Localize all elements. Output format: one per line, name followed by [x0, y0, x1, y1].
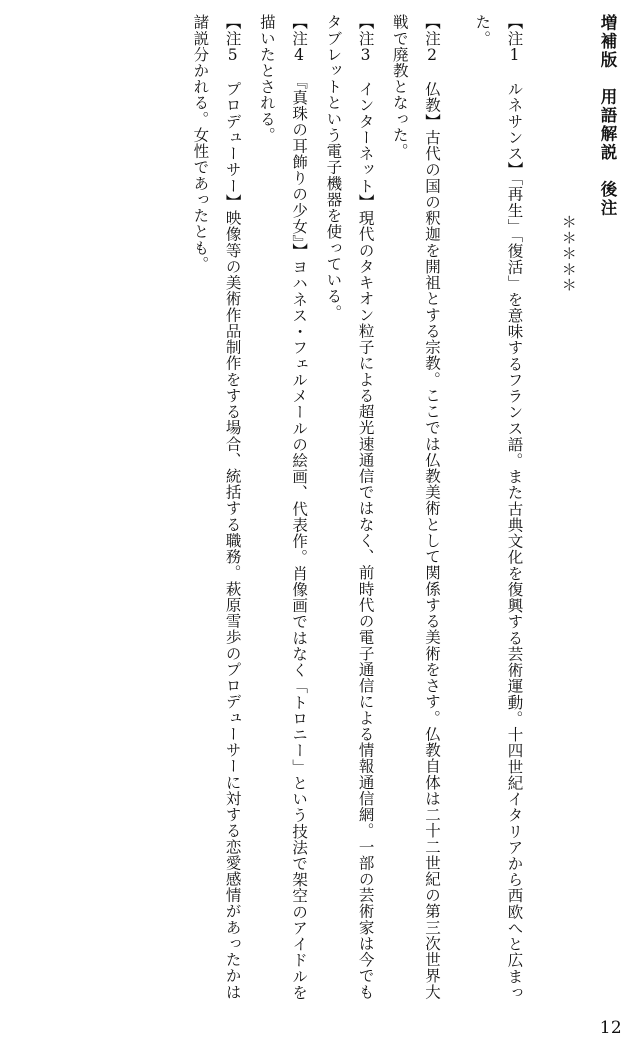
page-title: 増補版 用語解説 後注 [598, 14, 617, 218]
note-item: 【注2 仏教】古代の国の釈迦を開祖とする宗教。ここでは仏教美術として関係する美術をさす。仏教自体は二十二世紀の第三次世界大戦で廃教となった。 [390, 14, 442, 1000]
vertical-text-body [182, 14, 624, 1014]
section-separator: ＊＊＊＊＊ [559, 214, 578, 293]
note-item: 【注5 プロデューサー】映像等の美術作品制作をする場合、統括する職務。萩原雪歩のプロデューサーに対する恋愛感情があったかは諸説分かれる。女性であったとも。 [191, 14, 242, 1000]
note-item: 【注4 『真珠の耳飾りの少女』】ヨハネス・フェルメールの絵画、代表作。肖像画ではなく「トロニー」という技法で架空のアイドルを描いたとされる。 [257, 14, 309, 1001]
note-item: 【注1 ルネサンス】「再生」「復活」を意味するフランス語。また古典文化を復興する芸術運動。十四世紀イタリアから西欧へと広まった。 [473, 14, 524, 1001]
note-item: 【注3 インターネット】現代のタキオン粒子による超光速通信ではなく、前時代の電子通信による情報通信網。一部の芸術家は今でもタブレットという電子機器を使っている。 [324, 14, 375, 1000]
page-number: 12 [599, 1018, 622, 1038]
